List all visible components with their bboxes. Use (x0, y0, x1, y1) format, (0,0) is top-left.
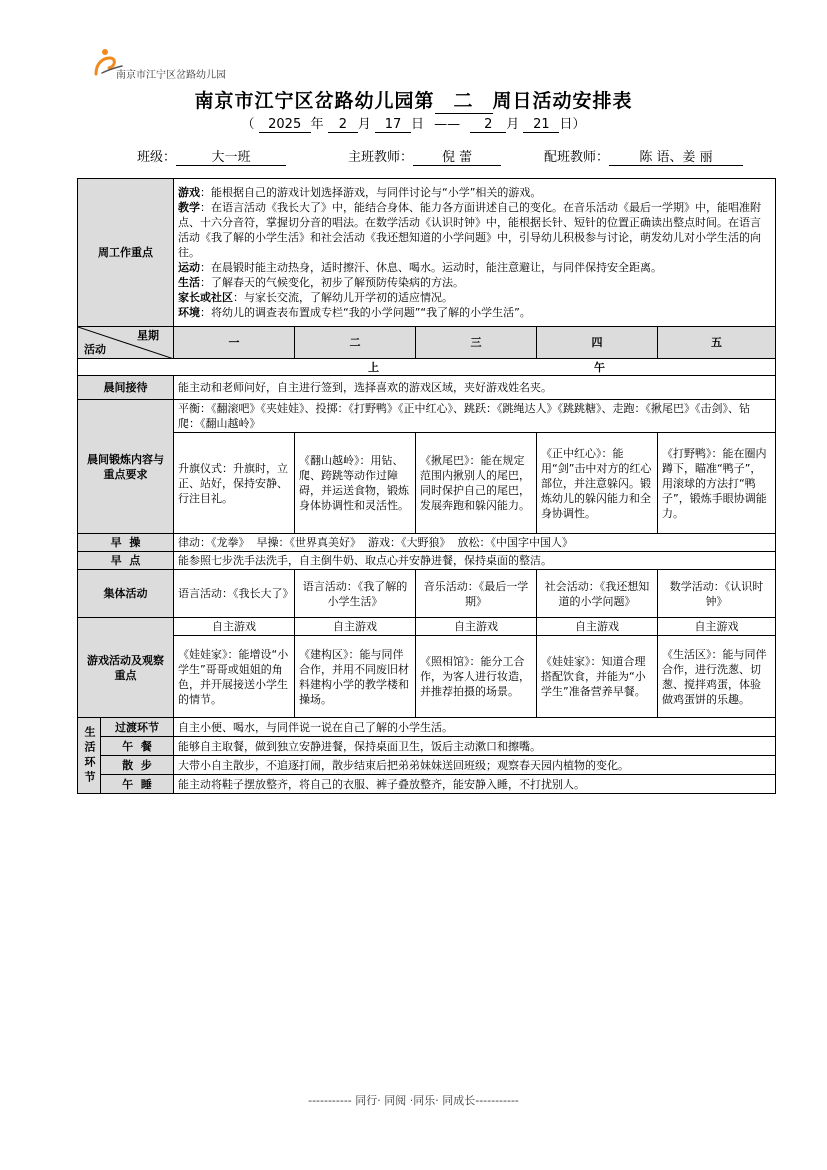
game-tue: 《建构区》：能与同伴合作，并用不同废旧材料建构小学的教学楼和操场。 (295, 636, 416, 718)
title-suffix: 周日活动安排表 (492, 90, 633, 112)
end-day: 21 (523, 117, 559, 133)
focus-value: ：将幼儿的调查表布置成专栏“我的小学问题”“我了解的小学生活”。 (200, 306, 531, 319)
footer-slogan: ----------- 同行· 同阅 ·同乐· 同成长----------- (308, 1094, 519, 1107)
focus-key: 环境 (178, 306, 200, 319)
main-teacher-field (348, 146, 501, 166)
group-wed: 音乐活动：《最后一学期》 (416, 570, 537, 618)
class-value: 大一班 (176, 146, 286, 166)
class-label: 班级： (137, 150, 177, 165)
free-play-tue: 自主游戏 (295, 618, 416, 636)
group-activity-row (78, 570, 776, 618)
group-fri: 数学活动：《认识时钟》 (658, 570, 776, 618)
paren-open: （ (241, 117, 255, 132)
game-free-row (78, 618, 776, 636)
life-sub-label: 午 睡 (101, 775, 174, 794)
corner-activity-label: 活动 (84, 343, 106, 356)
paren-close: ） (572, 117, 586, 132)
reception-label: 晨间接待 (78, 376, 174, 400)
focus-key: 游戏 (178, 186, 200, 199)
life-text: 能够自主取餐，做到独立安静进餐，保持桌面卫生，饭后主动漱口和擦嘴。 (174, 737, 776, 756)
year-value: 2025 (259, 117, 311, 133)
day-thu: 四 (537, 327, 658, 359)
assist-teacher-field (544, 146, 743, 166)
zaocao-label: 早 操 (78, 534, 174, 552)
focus-value: ：与家长交流，了解幼儿开学初的适应情况。 (233, 291, 453, 304)
game-days-row (78, 636, 776, 718)
exercise-days-row (78, 433, 776, 534)
zaodian-row (78, 552, 776, 570)
focus-key: 教学 (178, 201, 200, 214)
exercise-fri: 《打野鸭》：能在圈内蹲下，瞄准“鸭子”，用滚球的方法打“鸭子”，锻炼手眼协调能力。 (658, 433, 776, 534)
day-wed: 三 (416, 327, 537, 359)
exercise-wed: 《揪尾巴》：能在规定范围内揪别人的尾巴，同时保护自己的尾巴，发展奔跑和躲闪能力。 (416, 433, 537, 534)
morning-shang: 上 (368, 360, 379, 374)
zaodian-text: 能参照七步洗手法洗手，自主倒牛奶、取点心并安静进餐，保持桌面的整洁。 (174, 552, 776, 570)
zaodian-label: 早 点 (78, 552, 174, 570)
page-title (0, 86, 827, 114)
weekday-corner-cell (78, 327, 174, 359)
free-play-wed: 自主游戏 (416, 618, 537, 636)
week-number: 二 (435, 86, 493, 114)
morning-label (78, 360, 775, 375)
day-unit: 日 (410, 117, 424, 132)
life-row (78, 756, 776, 775)
title-prefix: 南京市江宁区岔路幼儿园第 (194, 90, 435, 112)
month-unit-2: 月 (506, 117, 520, 132)
focus-item (178, 290, 771, 305)
group-activity-label: 集体活动 (78, 570, 174, 618)
focus-item (178, 275, 771, 290)
start-day: 17 (375, 117, 411, 133)
focus-value: ：在语言活动《我长大了》中，能结合身体、能力各方面讲述自己的变化。在音乐活动《最后一学期》中，能唱准附点、十六分音符，掌握切分音的唱法。在数学活动《认识时钟》中，能根据长针、短针的位置正确读出整点时间。在语言活动《我了解的小学生活》和社会活动《我还想知道的小学问题》中，引导幼儿积极参与讨论，萌发幼儿对小学生活的向往。 (178, 201, 761, 259)
day-tue: 二 (295, 327, 416, 359)
focus-item (178, 185, 771, 200)
group-mon: 语言活动：《我长大了》 (174, 570, 295, 618)
free-play-thu: 自主游戏 (537, 618, 658, 636)
day-unit-2: 日 (559, 117, 573, 132)
exercise-thu: 《正中红心》：能用“剑”击中对方的红心部位，并注意躲闪。锻炼幼儿的躲闪能力和全身协调性。 (537, 433, 658, 534)
life-sub-label: 散 步 (101, 756, 174, 775)
life-text: 大带小自主散步，不追逐打闹，散步结束后把弟弟妹妹送回班级；观察春天园内植物的变化。 (174, 756, 776, 775)
zaocao-row (78, 534, 776, 552)
focus-item (178, 305, 771, 320)
schedule-table (77, 178, 776, 794)
group-tue: 语言活动：《我了解的小学生活》 (295, 570, 416, 618)
morning-label-cell (78, 359, 776, 376)
day-fri: 五 (658, 327, 776, 359)
assist-teacher-label: 配班教师： (544, 150, 610, 165)
reception-row (78, 376, 776, 400)
focus-item (178, 260, 771, 275)
morning-wu: 午 (594, 360, 605, 374)
weekly-focus-row (78, 179, 776, 327)
assist-teacher-value: 陈 语、姜 丽 (609, 146, 743, 166)
end-month: 2 (470, 117, 506, 133)
game-mon: 《娃娃家》：能增设“小学生”哥哥或姐姐的角色，并开展接送小学生的情节。 (174, 636, 295, 718)
main-teacher-value: 倪 蕾 (413, 146, 501, 166)
zaocao-text: 律动：《龙拳》 早操：《世界真美好》 游戏：《大野狼》 放松：《中国字中国人》 (174, 534, 776, 552)
game-wed: 《照相馆》：能分工合作，为客人进行妆造，并推荐拍摄的场景。 (416, 636, 537, 718)
focus-value: ：在晨锻时能主动热身，适时擦汗、休息、喝水。运动时，能注意避让，与同伴保持安全距离。 (200, 261, 662, 274)
life-row (78, 737, 776, 756)
life-row (78, 775, 776, 794)
focus-item (178, 200, 771, 260)
weekly-focus-content (174, 179, 776, 327)
date-separator: —— (434, 117, 461, 132)
start-month: 2 (328, 117, 358, 133)
life-label: 生活环节 (78, 718, 101, 794)
free-play-fri: 自主游戏 (658, 618, 776, 636)
focus-key: 运动 (178, 261, 200, 274)
life-sub-label: 午 餐 (101, 737, 174, 756)
main-teacher-label: 主班教师： (348, 150, 414, 165)
weekday-header-row (78, 327, 776, 359)
group-thu: 社会活动：《我还想知道的小学问题》 (537, 570, 658, 618)
game-label: 游戏活动及观察重点 (78, 618, 174, 718)
date-range (0, 113, 827, 133)
day-mon: 一 (174, 327, 295, 359)
focus-key: 家长或社区 (178, 291, 233, 304)
class-field (137, 146, 286, 166)
focus-value: ：能根据自己的游戏计划选择游戏，与同伴讨论与“小学”相关的游戏。 (200, 186, 542, 199)
exercise-tue: 《翻山越岭》：用钻、爬、跨跳等动作过障碍，并运送食物，锻炼身体协调性和灵活性。 (295, 433, 416, 534)
logo-text: 南京市江宁区岔路幼儿园 (116, 70, 226, 81)
reception-text: 能主动和老师问好，自主进行签到，选择喜欢的游戏区域，夹好游戏姓名夹。 (174, 376, 776, 400)
life-sub-label: 过渡环节 (101, 718, 174, 737)
morning-row (78, 359, 776, 376)
game-fri: 《生活区》：能与同伴合作，进行洗葱、切葱、搅拌鸡蛋，体验做鸡蛋饼的乐趣。 (658, 636, 776, 718)
month-unit: 月 (357, 117, 371, 132)
life-text: 能主动将鞋子摆放整齐，将自己的衣服、裤子叠放整齐，能安静入睡，不打扰别人。 (174, 775, 776, 794)
life-row (78, 718, 776, 737)
free-play-mon: 自主游戏 (174, 618, 295, 636)
exercise-summary: 平衡：《翻滚吧》《夹娃娃》、投掷：《打野鸭》《正中红心》、跳跃：《跳绳达人》《跳跳糖》、走跑：《揪尾巴》《击剑》、钻爬：《翻山越岭》 (174, 400, 776, 433)
focus-value: ：了解春天的气候变化，初步了解预防传染病的方法。 (200, 276, 464, 289)
year-unit: 年 (310, 117, 324, 132)
weekly-focus-label: 周工作重点 (78, 179, 174, 327)
exercise-mon: 升旗仪式：升旗时，立正、站好，保持安静、行注目礼。 (174, 433, 295, 534)
game-thu: 《娃娃家》：知道合理搭配饮食，并能为“小学生”准备营养早餐。 (537, 636, 658, 718)
focus-key: 生活 (178, 276, 200, 289)
corner-weekday-label: 星期 (137, 329, 159, 342)
exercise-summary-row (78, 400, 776, 433)
exercise-label: 晨间锻炼内容与重点要求 (78, 400, 174, 534)
life-text: 自主小便、喝水，与同伴说一说在自己了解的小学生活。 (174, 718, 776, 737)
